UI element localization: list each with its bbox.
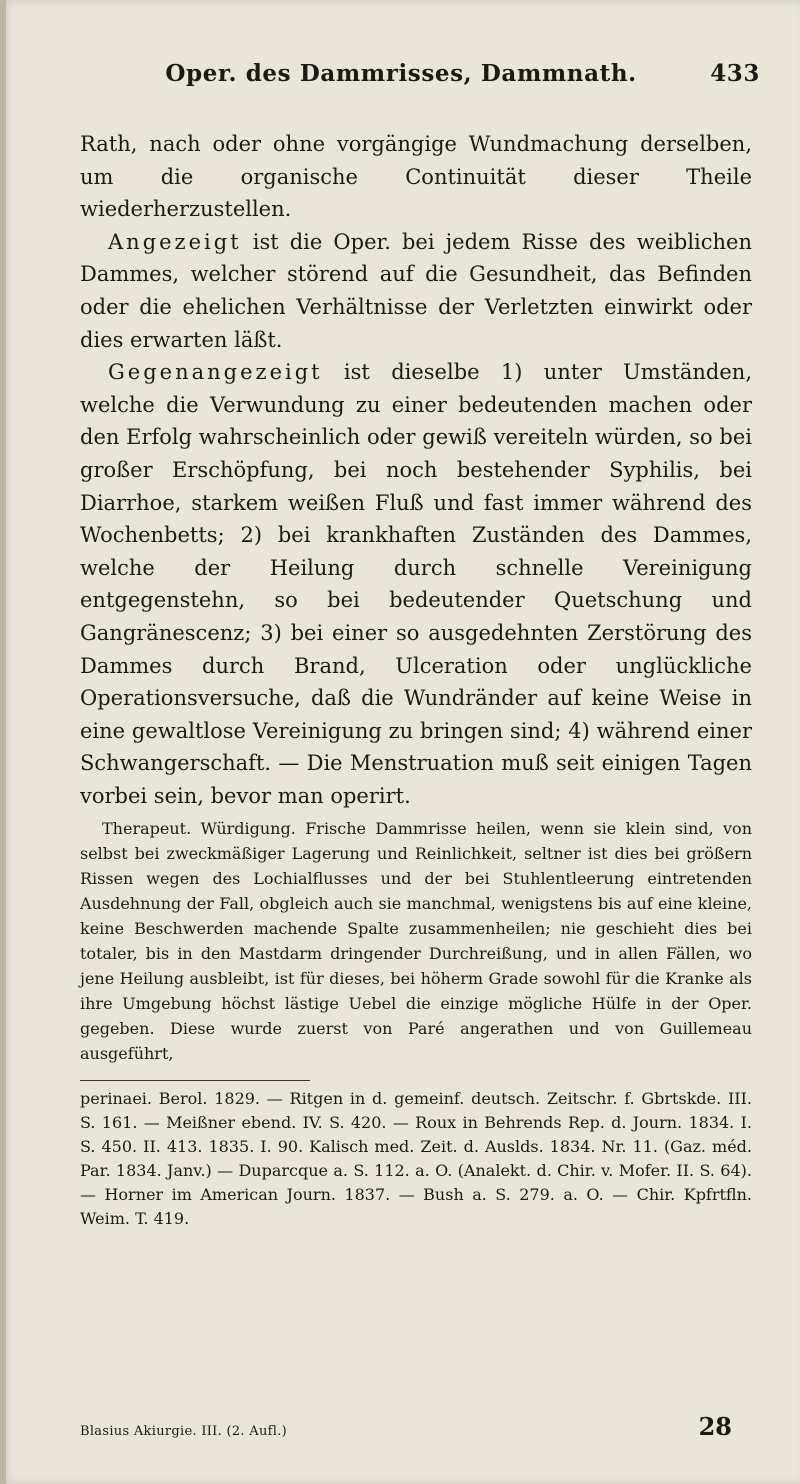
page-footer xyxy=(80,1412,752,1441)
footnote-rule xyxy=(80,1080,310,1081)
indicated-lead: Angezeigt xyxy=(108,229,242,254)
page-binding-edge xyxy=(0,0,6,1484)
annotation-text: Frische Dammrisse heilen, wenn sie klein sind, von selbst bei zweckmäßiger Lagerung und Reinlichkeit, seltner ist dies bei größern Rissen wegen des Lochialflusses und der bei Stuhlentleerung eintretenden Ausdehnung der Fall, obgleich auch sie manchmal, wenigstens bis auf eine kleine, keine Beschwerden machende Spalte zusammenheilen; nie geschieht dies bei totaler, bis in den Mastdarm dringender Durchreißung, und in allen Fällen, wo jene Heilung ausbleibt, ist für dieses, bei höherm Grade sowohl für die Kranke als ihre Umgebung höchst lästige Uebel die einzige mögliche Hülfe in der Oper. gegeben. Diese wurde zuerst von Paré angerathen und von Guillemeau ausgeführt, xyxy=(80,819,752,1064)
contraindicated-lead: Gegenangezeigt xyxy=(108,360,323,385)
page-number: 433 xyxy=(710,60,760,87)
footnote-references xyxy=(80,1087,752,1231)
running-title xyxy=(92,60,710,87)
references-text: perinaei. Berol. 1829. — Ritgen in d. gemeinf. deutsch. Zeitschr. f. Gbrtskde. III. S. 161. — Meißner ebend. IV. S. 420. — Roux in Behrends Rep. d. Journ. 1834. I. S. 450. II. 413. 1835. I. 90. Kalisch med. Zeit. d. Auslds. 1834. Nr. 11. (Gaz. méd. Par. 1834. Janv.) — Duparcque a. S. 112. a. O. (Analekt. d. Chir. v. Mofer. II. S. 64). — Horner im American Journ. 1837. — Bush a. S. 279. a. O. — Chir. Kpfrtfln. Weim. T. 419. xyxy=(80,1089,752,1229)
paragraph-indicated xyxy=(80,226,752,356)
page-header xyxy=(92,60,760,87)
contraindicated-text: ist dieselbe 1) unter Umständen, welche die Verwundung zu einer bedeutenden machen oder den Erfolg wahrscheinlich oder gewiß vereiteln würden, so bei großer Erschöpfung, bei noch bestehender Syphilis, bei Diarrhoe, starkem weißen Fluß und fast immer während des Wochenbetts; 2) bei krankhaften Zuständen des Dammes, welche der Heilung durch schnelle Vereinigung entgegenstehn, so bei bedeutender Quetschung und Gangränescenz; 3) bei einer so ausgedehnten Zerstörung des Dammes durch Brand, Ulceration oder unglückliche Operationsversuche, daß die Wundränder auf keine Weise in eine gewaltlose Vereinigung zu bringen sind; 4) während einer Schwangerschaft. — Die Menstruation muß seit einigen Tagen vorbei sein, bevor man operirt. xyxy=(80,360,752,808)
header-title: des Dammrisses, Dammnath. xyxy=(245,60,637,87)
annotation-paragraph xyxy=(80,816,752,1066)
annotation-lead: Therapeut. Würdigung. xyxy=(102,819,296,839)
header-left: Oper. xyxy=(165,60,246,87)
sheet-number: 28 xyxy=(698,1412,732,1441)
signature-line: Blasius Akiurgie. III. (2. Aufl.) xyxy=(80,1424,288,1439)
paragraph-contraindicated xyxy=(80,356,752,812)
page-body xyxy=(80,128,752,1231)
annotation-block xyxy=(80,816,752,1066)
indicated-text: ist die Oper. bei jedem Risse des weiblichen Dammes, welcher störend auf die Gesundheit, das Befinden oder die ehelichen Verhältnisse der Verletzten einwirkt oder dies erwarten läßt. xyxy=(80,229,752,352)
main-text xyxy=(80,128,752,812)
paragraph-1: Rath, nach oder ohne vorgängige Wundmachung derselben, um die organische Continuität dieser Theile wiederherzustellen. xyxy=(80,132,752,222)
